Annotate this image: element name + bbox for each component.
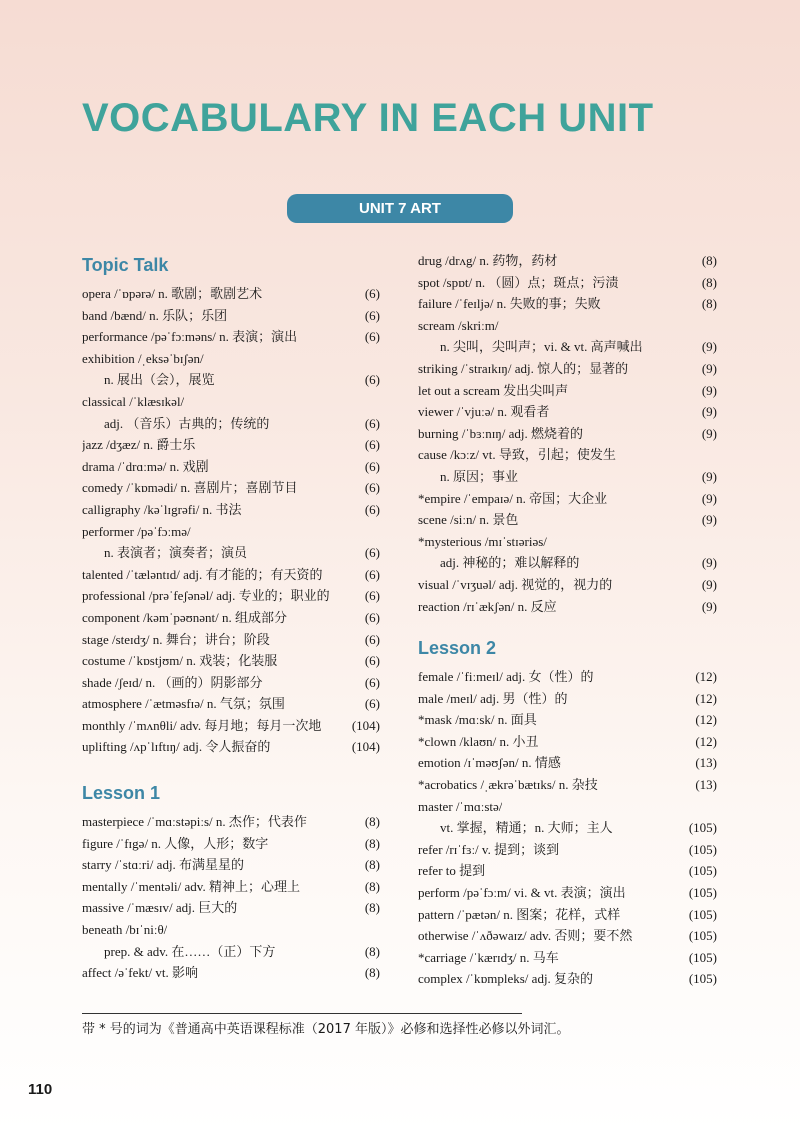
vocab-page-ref: (6) — [364, 372, 380, 388]
vocab-page-ref: (12) — [695, 669, 717, 685]
vocab-page-ref: (104) — [351, 717, 380, 733]
vocab-page-ref: (13) — [695, 777, 717, 793]
vocab-text: male /meɪl/ adj. 男（性）的 — [418, 690, 568, 706]
vocab-text: performance /pəˈfɔːməns/ n. 表演；演出 — [82, 329, 298, 345]
vocab-page-ref: (9) — [701, 598, 717, 614]
vocab-entry — [82, 542, 380, 564]
vocab-page-ref: (105) — [688, 885, 717, 901]
right-column — [418, 250, 717, 990]
vocab-text: scene /siːn/ n. 景色 — [418, 512, 519, 528]
vocab-page-ref: (8) — [364, 878, 380, 894]
vocab-entry — [418, 380, 717, 402]
vocab-text: band /bænd/ n. 乐队；乐团 — [82, 307, 228, 323]
vocab-text: drama /ˈdrɑːmə/ n. 戏剧 — [82, 458, 209, 474]
vocab-page-ref: (9) — [701, 512, 717, 528]
vocab-text: comedy /ˈkɒmədi/ n. 喜剧片；喜剧节目 — [82, 480, 298, 496]
vocab-entry — [418, 839, 717, 861]
vocab-entry — [418, 272, 717, 294]
vocab-text: performer /pəˈfɔːmə/ — [82, 523, 191, 539]
vocab-entry — [418, 315, 717, 337]
vocab-text: otherwise /ˈʌðəwaɪz/ adv. 否则；要不然 — [418, 928, 633, 944]
vocab-entry — [82, 672, 380, 694]
vocab-entry — [82, 283, 380, 305]
vocab-entry — [82, 391, 380, 413]
vocab-entry — [418, 709, 717, 731]
vocab-page-ref: (9) — [701, 555, 717, 571]
vocab-entry — [418, 860, 717, 882]
vocab-entry — [82, 941, 380, 963]
vocab-page-ref: (105) — [688, 906, 717, 922]
vocab-text: n. 表演者；演奏者；演员 — [104, 545, 248, 561]
vocab-text: perform /pəˈfɔːm/ vi. & vt. 表演；演出 — [418, 885, 626, 901]
vocab-text: failure /ˈfeɪljə/ n. 失败的事；失败 — [418, 296, 601, 312]
vocab-entry — [82, 585, 380, 607]
vocab-page-ref: (6) — [364, 566, 380, 582]
vocab-entry — [418, 882, 717, 904]
vocab-text: masterpiece /ˈmɑːstəpiːs/ n. 杰作；代表作 — [82, 814, 307, 830]
vocab-page-ref: (8) — [364, 900, 380, 916]
footnote: 带 * 号的词为《普通高中英语课程标准（2017 年版）》必修和选择性必修以外词汇。 — [82, 1022, 570, 1037]
vocab-text: let out a scream 发出尖叫声 — [418, 382, 569, 398]
vocab-text: spot /spɒt/ n. （圆）点；斑点；污渍 — [418, 274, 619, 290]
vocab-entry — [82, 876, 380, 898]
vocab-page-ref: (8) — [701, 296, 717, 312]
vocab-entry — [82, 413, 380, 435]
section-heading-lesson-2: Lesson 2 — [418, 638, 497, 659]
vocab-text: striking /ˈstraɪkɪŋ/ adj. 惊人的；显著的 — [418, 360, 629, 376]
vocab-entry — [82, 962, 380, 984]
vocab-entry — [82, 833, 380, 855]
left-column — [82, 250, 380, 984]
vocab-entry — [418, 752, 717, 774]
vocab-text: opera /ˈɒpərə/ n. 歌剧；歌剧艺术 — [82, 286, 263, 301]
vocab-text: professional /prəˈfeʃənəl/ adj. 专业的；职业的 — [82, 588, 330, 604]
vocab-entry — [418, 947, 717, 969]
vocab-page-ref: (105) — [688, 971, 717, 987]
vocab-page-ref: (9) — [701, 404, 717, 420]
vocab-page-ref: (9) — [701, 360, 717, 376]
vocab-text: n. 尖叫，尖叫声；vi. & vt. 高声喊出 — [440, 339, 643, 355]
vocab-entry — [82, 693, 380, 715]
vocab-page-ref: (8) — [364, 857, 380, 873]
vocab-text: *carriage /ˈkærɪdʒ/ n. 马车 — [418, 949, 559, 965]
vocab-text: starry /ˈstɑːri/ adj. 布满星星的 — [82, 857, 245, 873]
vocab-page-ref: (6) — [364, 437, 380, 453]
vocab-entry — [82, 305, 380, 327]
vocab-text: viewer /ˈvjuːə/ n. 观看者 — [418, 404, 550, 420]
lesson-1-list — [82, 811, 380, 984]
vocab-text: calligraphy /kəˈlɪgrəfi/ n. 书法 — [82, 501, 242, 517]
vocab-page-ref: (6) — [364, 545, 380, 561]
vocab-entry — [82, 811, 380, 833]
vocab-text: *clown /klaʊn/ n. 小丑 — [418, 733, 539, 749]
vocab-entry — [418, 574, 717, 596]
vocab-text: adj. （音乐）古典的；传统的 — [104, 415, 270, 431]
vocab-page-ref: (6) — [364, 458, 380, 474]
vocab-page-ref: (12) — [695, 690, 717, 706]
vocab-page-ref: (6) — [364, 501, 380, 517]
vocab-entry — [418, 596, 717, 618]
vocab-page-ref: (6) — [364, 480, 380, 496]
vocab-entry — [418, 336, 717, 358]
vocab-page-ref: (6) — [364, 588, 380, 604]
vocab-text: adj. 神秘的；难以解释的 — [440, 555, 580, 571]
vocab-page-ref: (105) — [688, 949, 717, 965]
vocab-entry — [82, 369, 380, 391]
vocab-entry — [418, 796, 717, 818]
topic-talk-list — [82, 283, 380, 758]
vocab-entry — [418, 358, 717, 380]
vocab-page-ref: (12) — [695, 733, 717, 749]
vocab-entry — [82, 326, 380, 348]
vocab-entry — [418, 293, 717, 315]
vocab-text: beneath /bɪˈniːθ/ — [82, 922, 168, 938]
vocab-page-ref: (105) — [688, 820, 717, 836]
vocab-entry — [418, 925, 717, 947]
vocab-entry — [82, 919, 380, 941]
vocab-text: monthly /ˈmʌnθli/ adv. 每月地；每月一次地 — [82, 717, 322, 733]
unit-badge: UNIT 7 ART — [287, 194, 513, 223]
vocab-page-ref: (8) — [364, 965, 380, 981]
vocab-entry — [82, 456, 380, 478]
vocab-entry — [418, 488, 717, 510]
vocab-page-ref: (105) — [688, 841, 717, 857]
vocab-entry — [418, 401, 717, 423]
vocab-entry — [418, 250, 717, 272]
vocab-entry — [82, 434, 380, 456]
vocab-text: prep. & adv. 在……（正）下方 — [104, 943, 276, 959]
vocab-page-ref: (9) — [701, 339, 717, 355]
vocab-page-ref: (6) — [364, 307, 380, 323]
vocab-page-ref: (9) — [701, 382, 717, 398]
vocab-text: refer /rɪˈfɜː/ v. 提到；谈到 — [418, 841, 560, 857]
vocab-entry — [418, 509, 717, 531]
vocab-entry — [418, 774, 717, 796]
vocab-entry — [82, 736, 380, 758]
vocab-entry — [82, 897, 380, 919]
vocab-text: *acrobatics /ˌækrəˈbætɪks/ n. 杂技 — [418, 777, 598, 793]
page-number: 110 — [28, 1081, 53, 1098]
vocab-text: component /kəmˈpəʊnənt/ n. 组成部分 — [82, 609, 287, 625]
vocab-entry — [418, 666, 717, 688]
vocab-text: emotion /ɪˈməʊʃən/ n. 情感 — [418, 755, 561, 771]
vocab-page-ref: (13) — [695, 755, 717, 771]
vocab-page-ref: (8) — [701, 253, 717, 268]
vocab-text: figure /ˈfɪgə/ n. 人像，人形；数字 — [82, 835, 269, 851]
vocab-entry — [418, 904, 717, 926]
vocab-page-ref: (6) — [364, 609, 380, 625]
vocab-page-ref: (6) — [364, 631, 380, 647]
vocab-text: massive /ˈmæsɪv/ adj. 巨大的 — [82, 900, 238, 916]
vocab-entry — [418, 817, 717, 839]
vocab-page-ref: (9) — [701, 425, 717, 441]
vocab-text: *mask /mɑːsk/ n. 面具 — [418, 712, 537, 728]
vocab-entry — [418, 531, 717, 553]
vocab-entry — [82, 499, 380, 521]
section-heading-topic-talk: Topic Talk — [82, 255, 169, 275]
vocab-page-ref: (6) — [364, 674, 380, 690]
vocab-page-ref: (8) — [701, 274, 717, 290]
vocab-text: master /ˈmɑːstə/ — [418, 798, 503, 814]
vocab-text: visual /ˈvɪʒuəl/ adj. 视觉的，视力的 — [418, 576, 613, 592]
vocab-text: exhibition /ˌeksəˈbɪʃən/ — [82, 350, 204, 366]
vocab-text: female /ˈfiːmeɪl/ adj. 女（性）的 — [418, 669, 594, 685]
vocab-text: stage /steɪdʒ/ n. 舞台；讲台；阶段 — [82, 631, 270, 647]
vocab-text: *mysterious /mɪˈstɪəriəs/ — [418, 533, 547, 549]
vocab-entry — [82, 715, 380, 737]
vocab-page-ref: (105) — [688, 928, 717, 944]
vocab-text: shade /ʃeɪd/ n. （画的）阴影部分 — [82, 674, 263, 690]
vocab-entry — [82, 564, 380, 586]
page-title: VOCABULARY IN EACH UNIT — [82, 96, 654, 140]
vocab-text: reaction /rɪˈækʃən/ n. 反应 — [418, 598, 557, 614]
vocab-text: affect /əˈfekt/ vt. 影响 — [82, 965, 198, 981]
vocab-entry — [418, 731, 717, 753]
vocab-entry — [418, 423, 717, 445]
vocab-text: classical /ˈklæsɪkəl/ — [82, 393, 185, 409]
lesson-2-list — [418, 666, 717, 990]
vocab-text: n. 展出（会），展览 — [104, 372, 215, 388]
vocab-page-ref: (8) — [364, 835, 380, 851]
vocab-text: n. 原因；事业 — [440, 468, 519, 484]
vocab-text: talented /ˈtæləntɪd/ adj. 有才能的；有天资的 — [82, 566, 323, 582]
vocab-page-ref: (9) — [701, 490, 717, 506]
vocab-text: vt. 掌握，精通；n. 大师；主人 — [440, 820, 613, 836]
vocab-entry — [418, 444, 717, 466]
vocab-text: mentally /ˈmentəli/ adv. 精神上；心理上 — [82, 878, 300, 894]
vocab-page-ref: (6) — [364, 415, 380, 431]
vocab-entry — [418, 552, 717, 574]
vocab-page-ref: (104) — [351, 739, 380, 755]
vocab-text: jazz /dʒæz/ n. 爵士乐 — [82, 437, 196, 453]
vocab-entry — [82, 607, 380, 629]
vocab-page-ref: (12) — [695, 712, 717, 728]
vocab-entry — [82, 521, 380, 543]
vocab-entry — [82, 348, 380, 370]
vocab-text: *empire /ˈempaɪə/ n. 帝国；大企业 — [418, 490, 608, 506]
vocab-page-ref: (6) — [364, 696, 380, 712]
vocab-text: drug /drʌg/ n. 药物，药材 — [418, 253, 558, 268]
vocab-text: burning /ˈbɜːnɪŋ/ adj. 燃烧着的 — [418, 425, 583, 441]
vocab-entry — [82, 477, 380, 499]
vocab-text: cause /kɔːz/ vt. 导致，引起；使发生 — [418, 447, 616, 463]
vocab-entry — [418, 466, 717, 488]
vocab-entry — [418, 688, 717, 710]
vocab-entry — [82, 629, 380, 651]
vocab-page-ref: (9) — [701, 468, 717, 484]
vocab-text: uplifting /ʌpˈlɪftɪŋ/ adj. 令人振奋的 — [82, 739, 271, 755]
vocab-text: costume /ˈkɒstjʊm/ n. 戏装；化装服 — [82, 653, 278, 669]
continued-list — [418, 250, 717, 617]
vocab-entry — [82, 650, 380, 672]
vocab-page-ref: (8) — [364, 943, 380, 959]
vocab-page-ref: (9) — [701, 576, 717, 592]
vocab-entry — [418, 968, 717, 990]
vocab-page-ref: (8) — [364, 814, 380, 830]
vocab-text: pattern /ˈpætən/ n. 图案；花样，式样 — [418, 906, 621, 922]
vocab-page-ref: (6) — [364, 653, 380, 669]
footnote-divider — [82, 1013, 522, 1014]
vocab-text: complex /ˈkɒmpleks/ adj. 复杂的 — [418, 971, 594, 987]
vocab-text: scream /skriːm/ — [418, 317, 499, 333]
vocab-page-ref: (6) — [364, 329, 380, 345]
vocab-page-ref: (6) — [364, 286, 380, 301]
vocab-text: atmosphere /ˈætməsfɪə/ n. 气氛；氛围 — [82, 696, 285, 712]
vocab-page-ref: (105) — [688, 863, 717, 879]
vocab-entry — [82, 854, 380, 876]
vocab-text: refer to 提到 — [418, 863, 486, 879]
section-heading-lesson-1: Lesson 1 — [82, 783, 161, 804]
